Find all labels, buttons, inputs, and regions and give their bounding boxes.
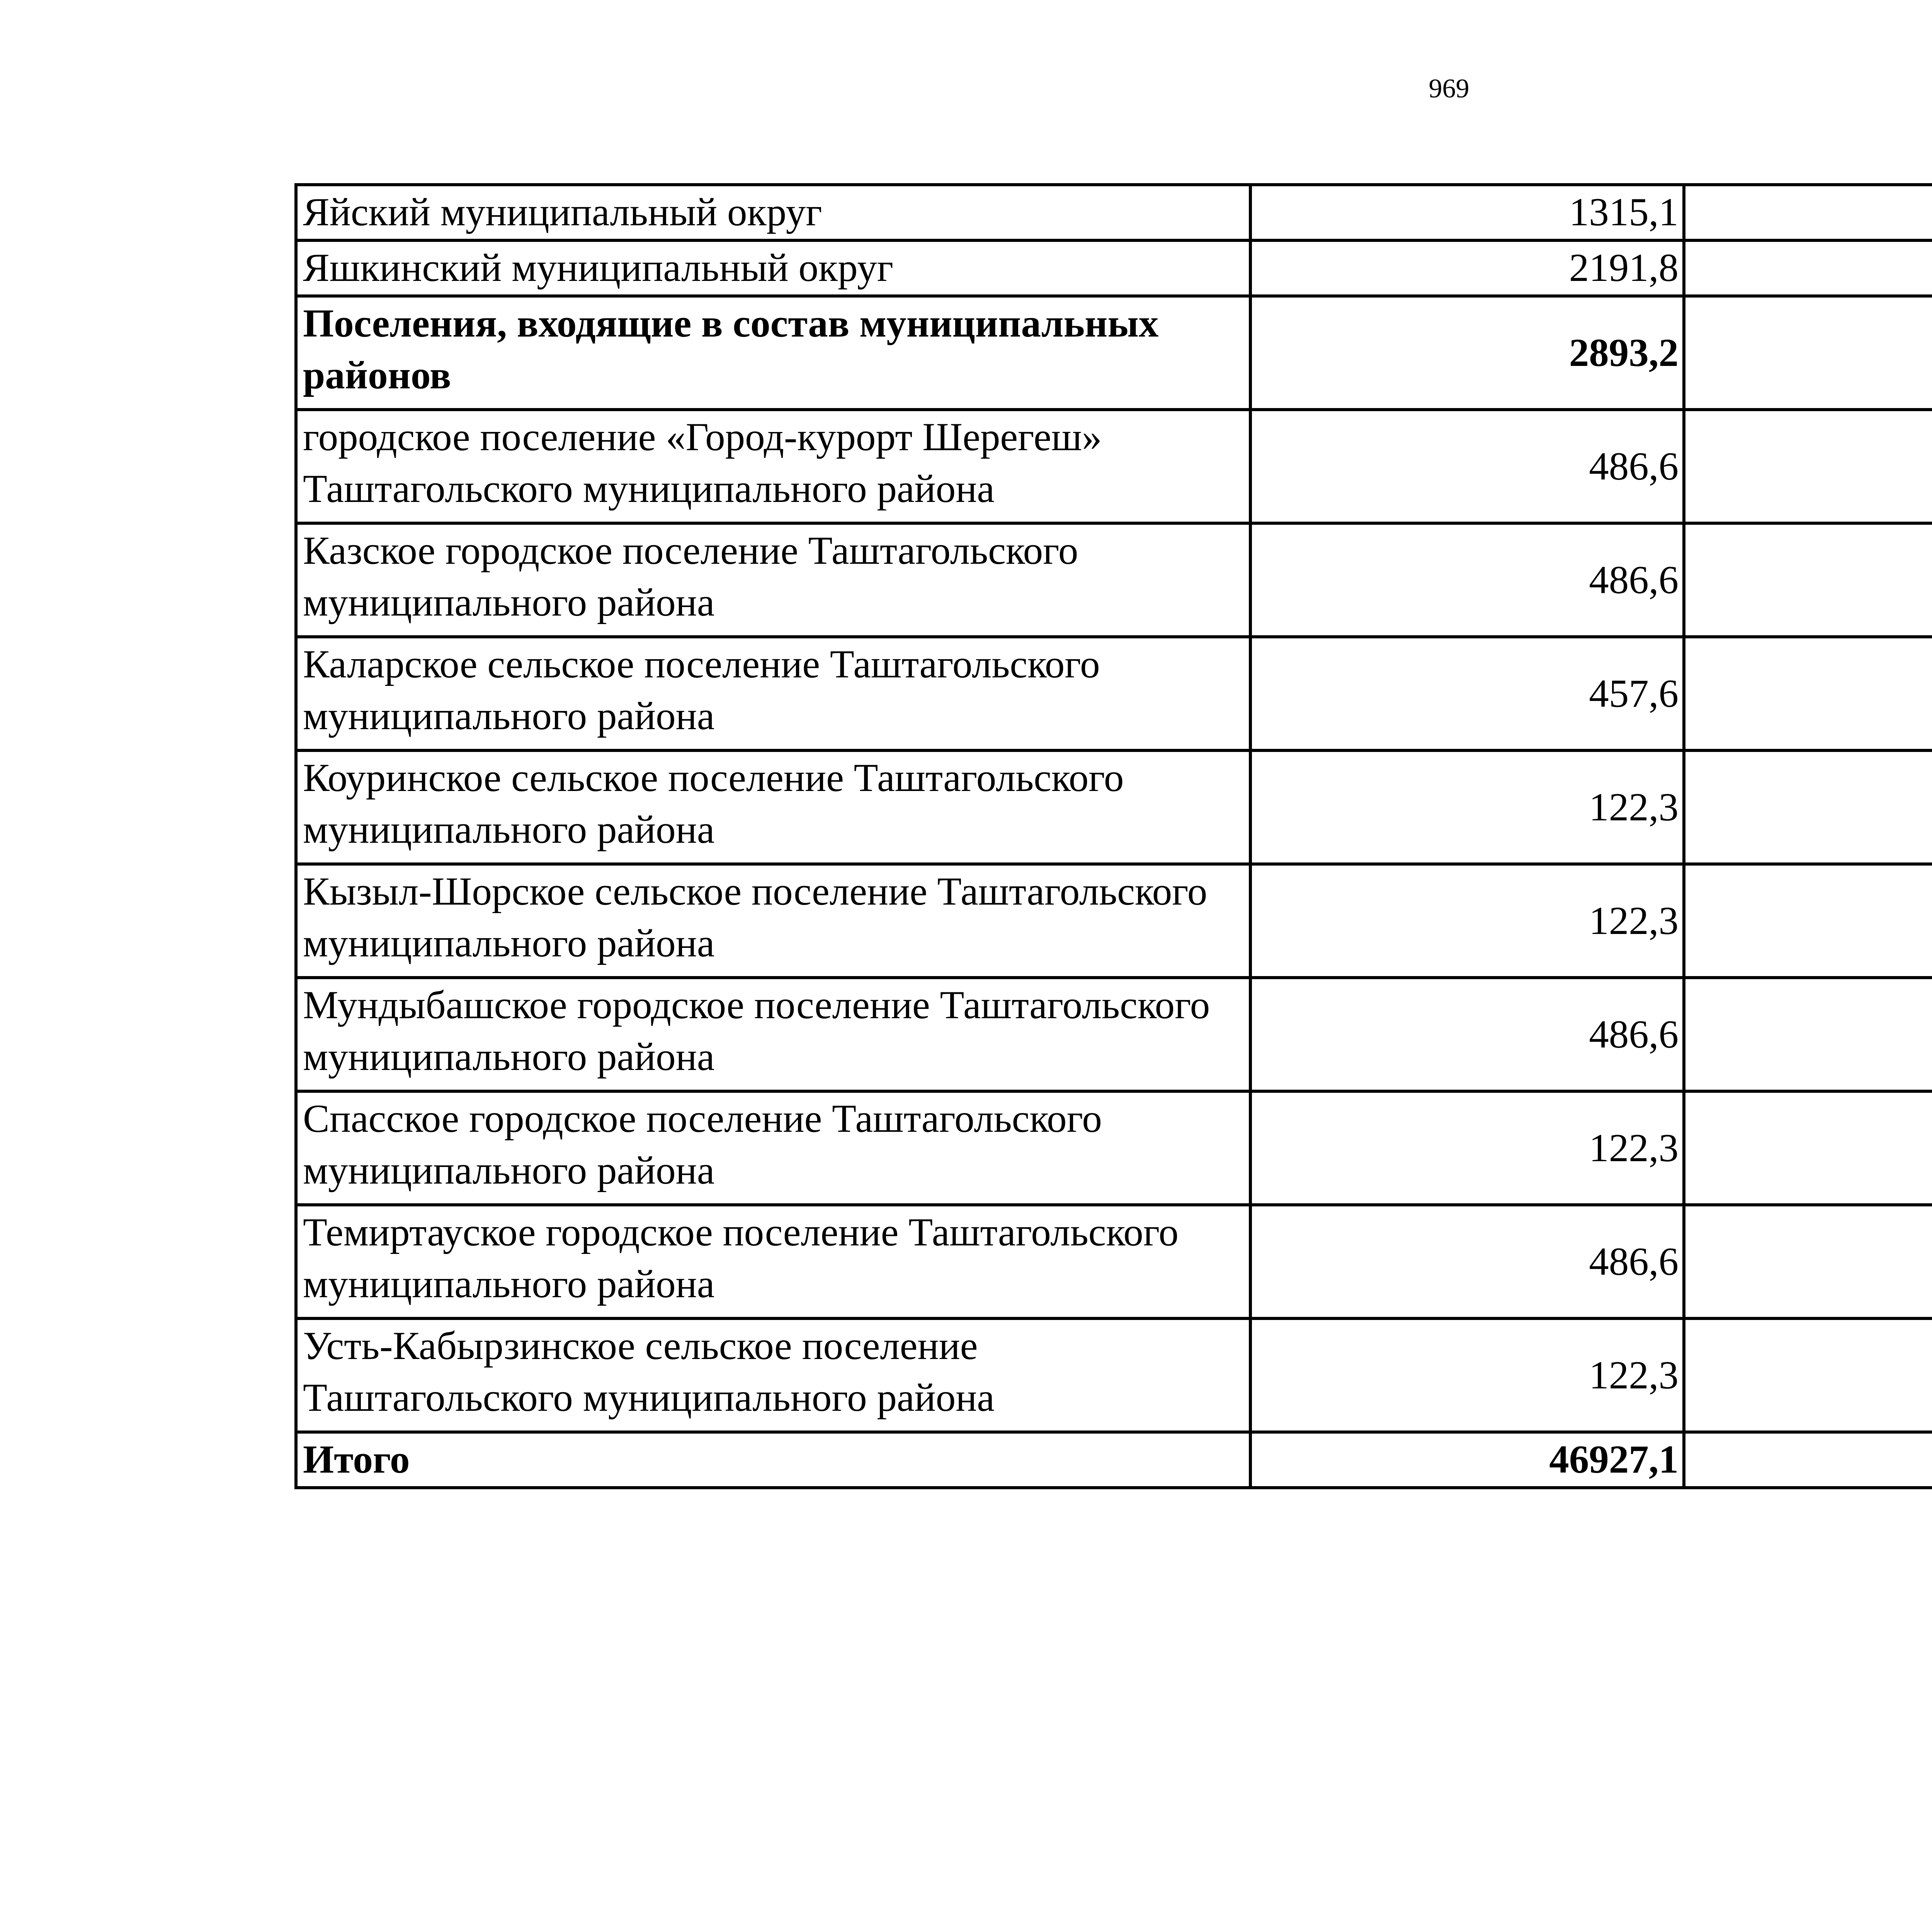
row-value-2 xyxy=(1684,1091,1932,1205)
row-value-2 xyxy=(1684,750,1932,864)
table-row-total xyxy=(296,1432,1932,1488)
row-value-2 xyxy=(1684,240,1932,296)
table-row-spasskoe xyxy=(296,1091,1932,1205)
row-value-2 xyxy=(1684,185,1932,240)
row-name: Мундыбашское городское поселение Таштагольского муниципального района xyxy=(296,978,1250,1091)
table-row-kourinskoe xyxy=(296,750,1932,864)
row-value-2 xyxy=(1684,523,1932,637)
table-row-settlements-subtotal xyxy=(296,296,1932,410)
row-name: Кызыл-Шорское сельское поселение Таштагольского муниципального района xyxy=(296,864,1250,978)
row-value-1: 486,6 xyxy=(1250,1205,1684,1318)
row-name: Спасское городское поселение Таштагольского муниципального района xyxy=(296,1091,1250,1205)
row-value-1: 2191,8 xyxy=(1250,240,1684,296)
row-name: Казское городское поселение Таштагольского муниципального района xyxy=(296,523,1250,637)
table-row-yaysky xyxy=(296,185,1932,240)
table-row-kazskoe xyxy=(296,523,1932,637)
data-table xyxy=(294,183,1932,1489)
row-value-2 xyxy=(1684,1318,1932,1432)
row-name: Яйский муниципальный округ xyxy=(296,185,1250,240)
row-value-1: 122,3 xyxy=(1250,1091,1684,1205)
table-row-ust-kabyrzinskoe xyxy=(296,1318,1932,1432)
row-value-2 xyxy=(1684,1432,1932,1488)
row-value-1: 486,6 xyxy=(1250,978,1684,1091)
table-row-kyzyl-shorskoe xyxy=(296,864,1932,978)
row-value-1: 122,3 xyxy=(1250,750,1684,864)
row-name: Усть-Кабырзинское сельское поселение Таштагольского муниципального района xyxy=(296,1318,1250,1432)
row-name: Коуринское сельское поселение Таштагольского муниципального района xyxy=(296,750,1250,864)
row-value-1: 2893,2 xyxy=(1250,296,1684,410)
table-row-kalarskoe xyxy=(296,637,1932,750)
row-value-2 xyxy=(1684,864,1932,978)
data-table-container xyxy=(294,183,1932,1489)
row-value-2 xyxy=(1684,296,1932,410)
row-value-2 xyxy=(1684,410,1932,523)
row-value-2 xyxy=(1684,1205,1932,1318)
row-name: Каларское сельское поселение Таштагольского муниципального района xyxy=(296,637,1250,750)
row-value-1: 457,6 xyxy=(1250,637,1684,750)
row-value-2 xyxy=(1684,637,1932,750)
row-value-1: 122,3 xyxy=(1250,864,1684,978)
page-number: 969 xyxy=(1429,74,1469,104)
row-name: городское поселение «Город-курорт Шерегеш» Таштагольского муниципального района xyxy=(296,410,1250,523)
row-name: Темиртауское городское поселение Таштагольского муниципального района xyxy=(296,1205,1250,1318)
row-value-1: 486,6 xyxy=(1250,523,1684,637)
table-row-mundybashskoe xyxy=(296,978,1932,1091)
table-row-sheregesh xyxy=(296,410,1932,523)
table-row-yashkinsky xyxy=(296,240,1932,296)
row-value-1: 486,6 xyxy=(1250,410,1684,523)
row-name: Поселения, входящие в состав муниципальных районов xyxy=(296,296,1250,410)
row-value-1: 1315,1 xyxy=(1250,185,1684,240)
row-value-1: 46927,1 xyxy=(1250,1432,1684,1488)
row-name: Итого xyxy=(296,1432,1250,1488)
row-value-1: 122,3 xyxy=(1250,1318,1684,1432)
row-name: Яшкинский муниципальный округ xyxy=(296,240,1250,296)
row-value-2 xyxy=(1684,978,1932,1091)
table-row-temirtauskoe xyxy=(296,1205,1932,1318)
